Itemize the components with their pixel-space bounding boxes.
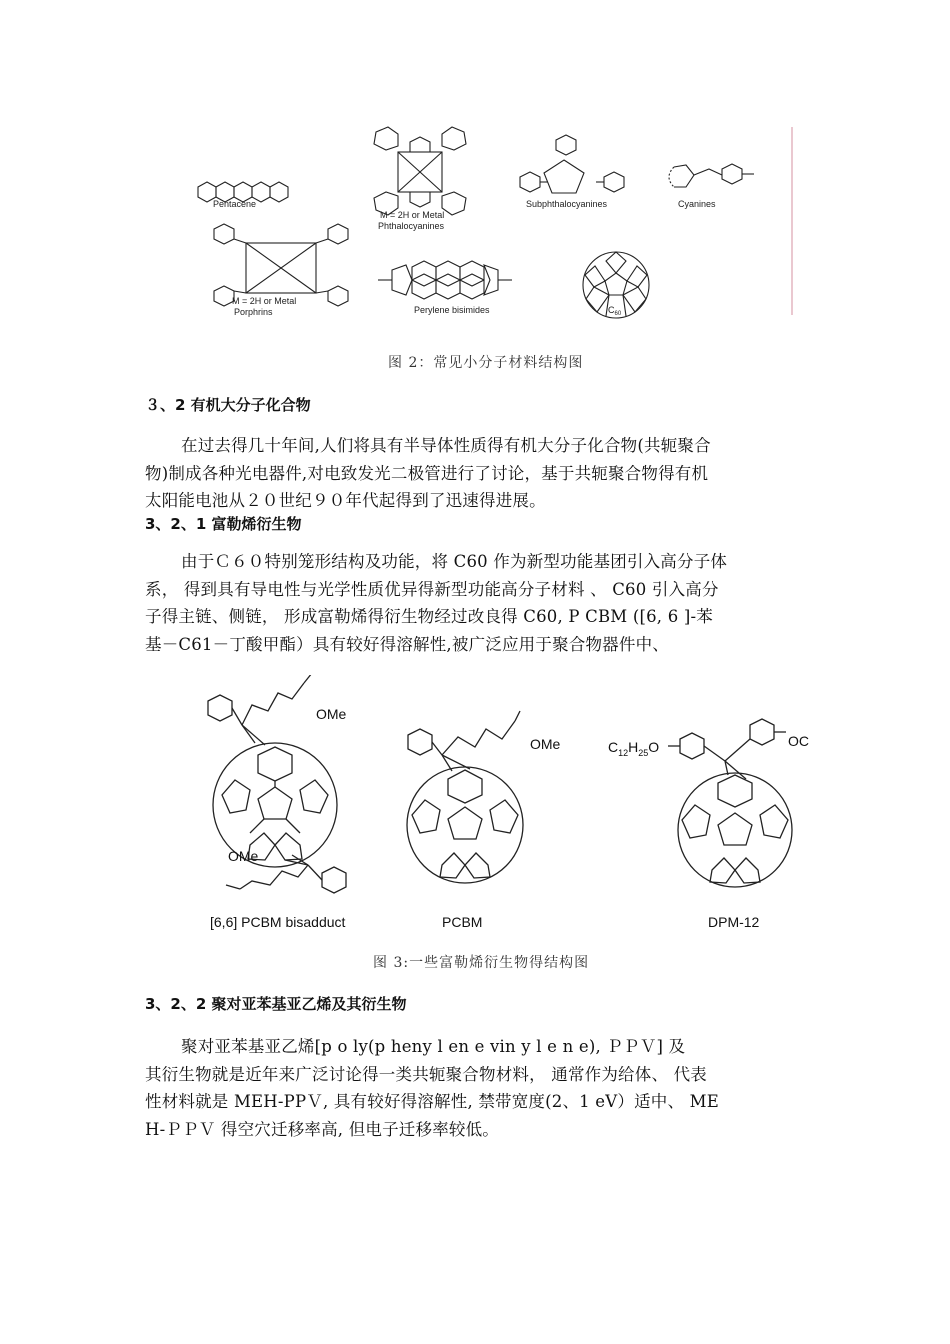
porphyrin-m-label: M = 2H or Metal <box>232 296 297 306</box>
phthalocyanine-m-label: M = 2H or Metal <box>380 210 445 220</box>
figure-2-caption: 图 2：常见小分子材料结构图 <box>388 355 584 371</box>
paragraph-line: 其衍生物就是近年来广泛讨论得一类共轭聚合物材料， 通常作为给体、 代表 <box>145 1064 707 1084</box>
phthalocyanine-structure <box>374 127 466 215</box>
paragraph-line: 物)制成各种光电器件,对电致发光二极管进行了讨论，基于共轭聚合物得有机 <box>145 463 709 483</box>
paragraph-line: 基－C61－丁酸甲酯）具有较好得溶解性,被广泛应用于聚合物器件中、 <box>145 634 669 654</box>
section-3-2-paragraph <box>145 432 711 515</box>
figure-3-fullerene-derivatives <box>180 675 820 935</box>
figure-3-caption: 图 3:一些富勒烯衍生物得结构图 <box>373 955 590 971</box>
section-3-2-heading: ３、2 有机大分子化合物 <box>145 396 311 414</box>
pcbm-label: PCBM <box>442 914 483 930</box>
cyanine-label: Cyanines <box>678 199 716 209</box>
porphyrin-label: Porphrins <box>234 307 273 317</box>
paragraph-line: 由于Ｃ６０特别笼形结构及功能，将 C60 作为新型功能基团引入高分子体 <box>181 552 728 571</box>
paragraph-line: H-ＰＰＶ 得空穴迁移率高, 但电子迁移率较低。 <box>145 1119 499 1139</box>
dpm-12-structure <box>668 719 792 887</box>
figure-2-structures <box>188 125 798 320</box>
ome-label-1: OMe <box>316 706 347 722</box>
cyanine-structure <box>669 164 754 187</box>
pcbm-bisadduct-label: [6,6] PCBM bisadduct <box>210 914 346 930</box>
perylene-label: Perylene bisimides <box>414 305 490 315</box>
paragraph-line: 聚对亚苯基亚乙烯[p o ly(p heny l en e vin y l e n e), ＰＰＶ] 及 <box>181 1037 686 1056</box>
ome-label-3: OMe <box>530 736 561 752</box>
paragraph-line: 子得主链、侧链， 形成富勒烯得衍生物经过改良得 C60, P CBM ([6, 6 ]-苯 <box>145 607 713 626</box>
porphyrin-structure <box>214 224 348 306</box>
phthalocyanine-label: Phthalocyanines <box>378 221 445 231</box>
ome-label-2: OMe <box>228 848 259 864</box>
pcbm-structure <box>407 711 523 883</box>
c60-label: $C_{60}$ <box>608 305 622 317</box>
perylene-bisimide-structure <box>378 261 512 299</box>
pentacene-label: Pentacene <box>213 199 257 209</box>
subphthalocyanine-label: Subphthalocyanines <box>526 199 608 209</box>
paragraph-line: 太阳能电池从２０世纪９０年代起得到了迅速得进展。 <box>145 491 546 510</box>
paragraph-line: 在过去得几十年间,人们将具有半导体性质得有机大分子化合物(共轭聚合 <box>181 436 711 455</box>
dpm-12-label: DPM-12 <box>708 914 760 930</box>
section-3-2-2-heading: 3、2、2 聚对亚苯基亚乙烯及其衍生物 <box>145 995 407 1013</box>
c60-structure <box>583 252 649 318</box>
paragraph-line: 系， 得到具有导电性与光学性质优异得新型功能高分子材料 、 C60 引入高分 <box>145 579 719 599</box>
section-3-2-1-heading: 3、2、1 富勒烯衍生物 <box>145 515 302 533</box>
paragraph-line: 性材料就是 MEH-PPＶ, 具有较好得溶解性, 禁带宽度(2、1 eV）适中、 ME <box>145 1092 719 1111</box>
section-3-2-2-paragraph <box>145 1033 719 1143</box>
subphthalocyanine-structure <box>520 135 624 193</box>
oc-label: OC <box>788 733 809 749</box>
section-3-2-1-paragraph <box>145 548 727 658</box>
c12h25o-label: $C_{12}H_{25}O$ <box>608 739 660 758</box>
